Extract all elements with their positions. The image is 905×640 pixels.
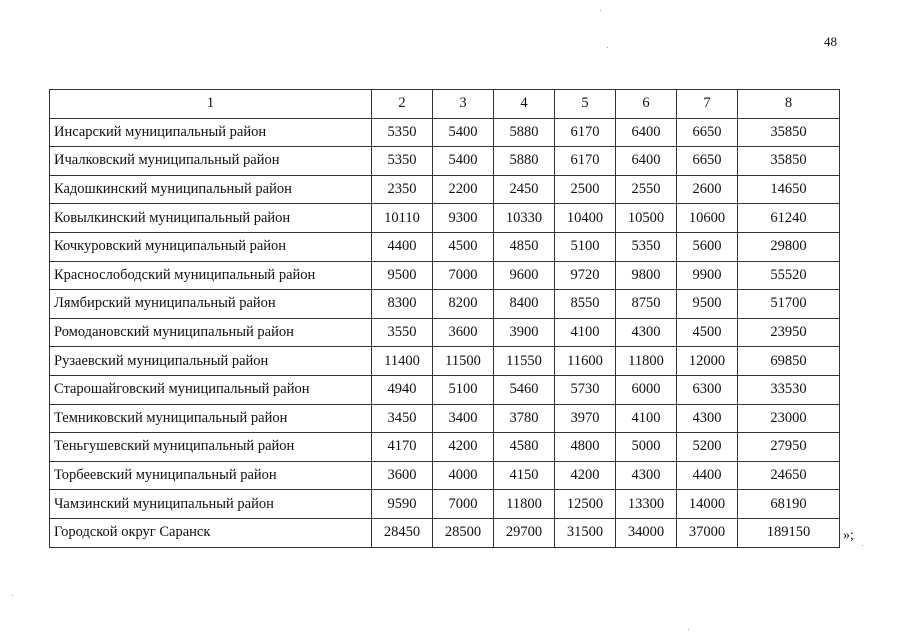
value-cell: 5100: [555, 232, 616, 261]
value-cell: 28450: [372, 518, 433, 547]
value-cell: 4580: [494, 433, 555, 462]
table-row: [50, 232, 840, 261]
scan-speck: [688, 629, 689, 630]
value-cell: 4940: [372, 375, 433, 404]
value-cell: 5350: [372, 118, 433, 147]
total-cell: 69850: [738, 347, 840, 376]
value-cell: 3450: [372, 404, 433, 433]
table-row: [50, 347, 840, 376]
value-cell: 37000: [677, 518, 738, 547]
district-name-cell: Кочкуровский муниципальный район: [50, 232, 372, 261]
total-cell: 35850: [738, 147, 840, 176]
value-cell: 5350: [616, 232, 677, 261]
column-header: 4: [494, 90, 555, 119]
value-cell: 28500: [433, 518, 494, 547]
value-cell: 12500: [555, 490, 616, 519]
scan-speck: [600, 10, 601, 11]
value-cell: 4000: [433, 461, 494, 490]
district-name-cell: Ковылкинский муниципальный район: [50, 204, 372, 233]
value-cell: 4300: [677, 404, 738, 433]
scan-speck: [862, 545, 863, 546]
value-cell: 6650: [677, 147, 738, 176]
value-cell: 9900: [677, 261, 738, 290]
table-row: [50, 518, 840, 547]
table-row: [50, 318, 840, 347]
value-cell: 5730: [555, 375, 616, 404]
district-name-cell: Лямбирский муниципальный район: [50, 290, 372, 319]
value-cell: 10600: [677, 204, 738, 233]
value-cell: 11550: [494, 347, 555, 376]
value-cell: 14000: [677, 490, 738, 519]
table-header-row: [50, 90, 840, 119]
value-cell: 31500: [555, 518, 616, 547]
value-cell: 3600: [433, 318, 494, 347]
value-cell: 4170: [372, 433, 433, 462]
district-name-cell: Кадошкинский муниципальный район: [50, 175, 372, 204]
value-cell: 4200: [433, 433, 494, 462]
district-name-cell: Старошайговский муниципальный район: [50, 375, 372, 404]
value-cell: 2350: [372, 175, 433, 204]
value-cell: 12000: [677, 347, 738, 376]
total-cell: 55520: [738, 261, 840, 290]
value-cell: 4300: [616, 318, 677, 347]
total-cell: 24650: [738, 461, 840, 490]
value-cell: 8750: [616, 290, 677, 319]
table-row: [50, 461, 840, 490]
value-cell: 6400: [616, 118, 677, 147]
value-cell: 3900: [494, 318, 555, 347]
total-cell: 33530: [738, 375, 840, 404]
column-header: 7: [677, 90, 738, 119]
value-cell: 11800: [494, 490, 555, 519]
table-row: [50, 118, 840, 147]
value-cell: 6400: [616, 147, 677, 176]
column-header: 3: [433, 90, 494, 119]
value-cell: 8550: [555, 290, 616, 319]
value-cell: 5880: [494, 118, 555, 147]
total-cell: 61240: [738, 204, 840, 233]
district-name-cell: Рузаевский муниципальный район: [50, 347, 372, 376]
value-cell: 4400: [677, 461, 738, 490]
table-row: [50, 433, 840, 462]
column-header: 6: [616, 90, 677, 119]
value-cell: 9800: [616, 261, 677, 290]
value-cell: 8200: [433, 290, 494, 319]
value-cell: 5350: [372, 147, 433, 176]
value-cell: 11800: [616, 347, 677, 376]
value-cell: 9300: [433, 204, 494, 233]
total-cell: 14650: [738, 175, 840, 204]
value-cell: 5600: [677, 232, 738, 261]
value-cell: 9500: [372, 261, 433, 290]
value-cell: 6170: [555, 118, 616, 147]
table-row: [50, 404, 840, 433]
value-cell: 2200: [433, 175, 494, 204]
value-cell: 6300: [677, 375, 738, 404]
scan-speck: [607, 47, 608, 48]
value-cell: 9590: [372, 490, 433, 519]
value-cell: 11400: [372, 347, 433, 376]
value-cell: 7000: [433, 490, 494, 519]
table-row: [50, 261, 840, 290]
value-cell: 4500: [677, 318, 738, 347]
value-cell: 4400: [372, 232, 433, 261]
closing-mark: »;: [843, 528, 854, 543]
value-cell: 2550: [616, 175, 677, 204]
value-cell: 2600: [677, 175, 738, 204]
data-table: [49, 89, 840, 548]
value-cell: 8300: [372, 290, 433, 319]
total-cell: 35850: [738, 118, 840, 147]
value-cell: 4150: [494, 461, 555, 490]
value-cell: 3780: [494, 404, 555, 433]
value-cell: 4300: [616, 461, 677, 490]
district-name-cell: Городской округ Саранск: [50, 518, 372, 547]
total-cell: 189150: [738, 518, 840, 547]
value-cell: 4500: [433, 232, 494, 261]
value-cell: 29700: [494, 518, 555, 547]
value-cell: 5400: [433, 118, 494, 147]
value-cell: 9500: [677, 290, 738, 319]
value-cell: 2450: [494, 175, 555, 204]
district-name-cell: Инсарский муниципальный район: [50, 118, 372, 147]
value-cell: 4800: [555, 433, 616, 462]
page-number: 48: [824, 34, 837, 49]
value-cell: 4200: [555, 461, 616, 490]
district-name-cell: Теньгушевский муниципальный район: [50, 433, 372, 462]
value-cell: 10400: [555, 204, 616, 233]
value-cell: 10500: [616, 204, 677, 233]
table-row: [50, 375, 840, 404]
value-cell: 6170: [555, 147, 616, 176]
value-cell: 4100: [616, 404, 677, 433]
table-row: [50, 204, 840, 233]
total-cell: 23000: [738, 404, 840, 433]
table-row: [50, 175, 840, 204]
value-cell: 11600: [555, 347, 616, 376]
district-name-cell: Чамзинский муниципальный район: [50, 490, 372, 519]
table-row: [50, 490, 840, 519]
value-cell: 5400: [433, 147, 494, 176]
value-cell: 6650: [677, 118, 738, 147]
table-body: [50, 90, 840, 548]
value-cell: 10330: [494, 204, 555, 233]
total-cell: 51700: [738, 290, 840, 319]
district-name-cell: Торбеевский муниципальный район: [50, 461, 372, 490]
value-cell: 5100: [433, 375, 494, 404]
total-cell: 27950: [738, 433, 840, 462]
table-row: [50, 290, 840, 319]
value-cell: 10110: [372, 204, 433, 233]
district-name-cell: Ромодановский муниципальный район: [50, 318, 372, 347]
value-cell: 2500: [555, 175, 616, 204]
column-header: 8: [738, 90, 840, 119]
value-cell: 7000: [433, 261, 494, 290]
value-cell: 9600: [494, 261, 555, 290]
value-cell: 11500: [433, 347, 494, 376]
total-cell: 68190: [738, 490, 840, 519]
value-cell: 5000: [616, 433, 677, 462]
value-cell: 3400: [433, 404, 494, 433]
value-cell: 6000: [616, 375, 677, 404]
value-cell: 3550: [372, 318, 433, 347]
value-cell: 13300: [616, 490, 677, 519]
column-header: 5: [555, 90, 616, 119]
value-cell: 5200: [677, 433, 738, 462]
scan-speck: [12, 595, 13, 596]
value-cell: 3600: [372, 461, 433, 490]
value-cell: 5880: [494, 147, 555, 176]
total-cell: 23950: [738, 318, 840, 347]
value-cell: 9720: [555, 261, 616, 290]
total-cell: 29800: [738, 232, 840, 261]
table-row: [50, 147, 840, 176]
district-name-cell: Краснослободский муниципальный район: [50, 261, 372, 290]
district-name-cell: Темниковский муниципальный район: [50, 404, 372, 433]
column-header: 2: [372, 90, 433, 119]
value-cell: 4100: [555, 318, 616, 347]
district-name-cell: Ичалковский муниципальный район: [50, 147, 372, 176]
value-cell: 4850: [494, 232, 555, 261]
value-cell: 5460: [494, 375, 555, 404]
value-cell: 3970: [555, 404, 616, 433]
column-header: 1: [50, 90, 372, 119]
value-cell: 34000: [616, 518, 677, 547]
value-cell: 8400: [494, 290, 555, 319]
